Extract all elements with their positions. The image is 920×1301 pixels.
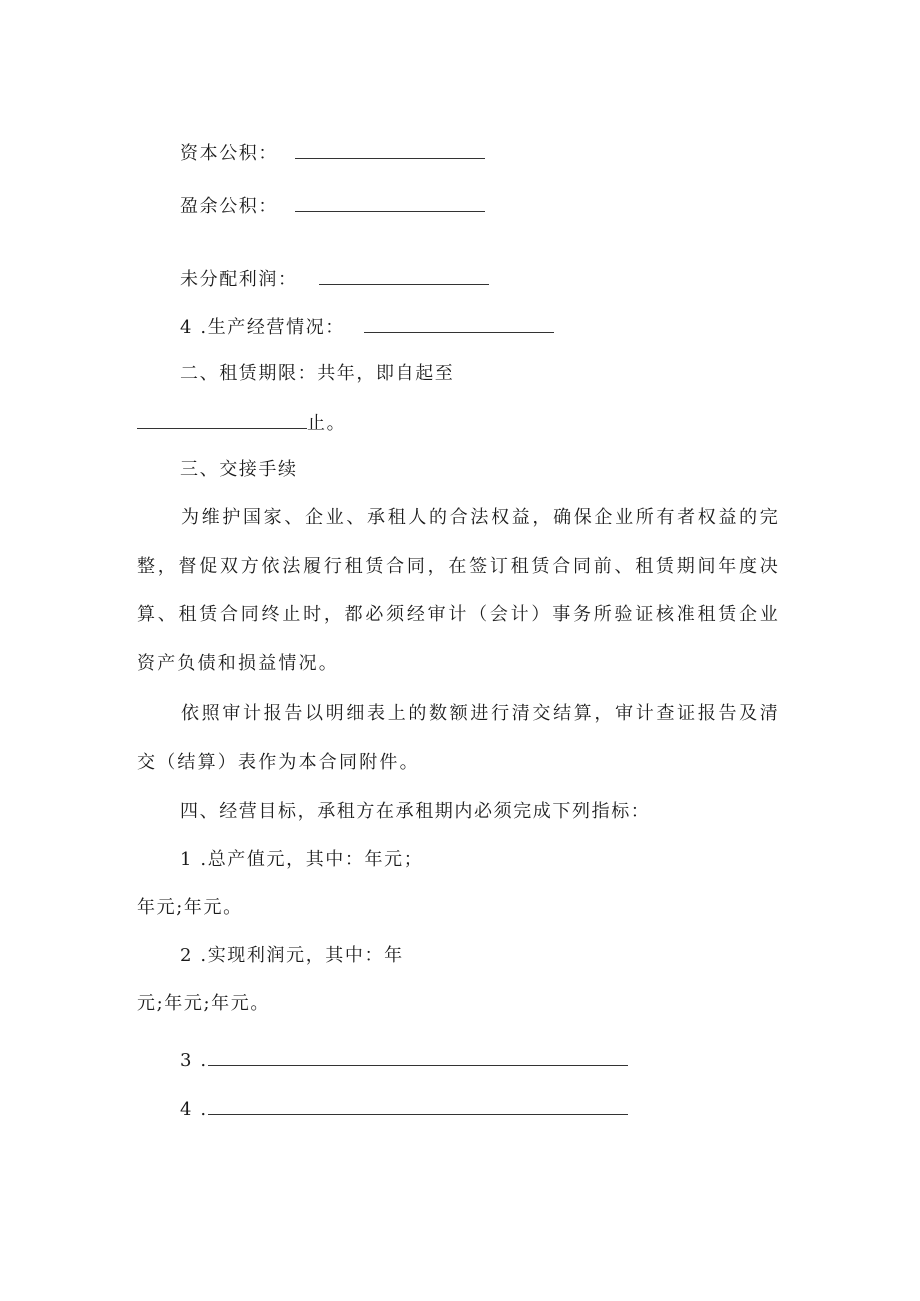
- capital-reserve-label: 资本公积：: [180, 143, 278, 164]
- target-2-line-1: 2 .实现利润元，其中：年: [180, 945, 404, 966]
- section-2-tail: 止。: [307, 413, 347, 434]
- target-3-blank: [208, 1047, 628, 1066]
- target-3-row: [180, 1047, 628, 1073]
- production-row: [180, 314, 554, 340]
- target-4-row: [180, 1096, 628, 1122]
- surplus-reserve-label: 盈余公积：: [180, 196, 278, 217]
- target-4-label: 4 .: [180, 1099, 208, 1120]
- target-4-blank: [208, 1096, 628, 1115]
- surplus-reserve-row: [180, 193, 485, 219]
- section-4-heading: 四、经营目标，承租方在承租期内必须完成下列指标：: [180, 801, 651, 822]
- section-3-heading: 三、交接手续: [180, 459, 298, 480]
- lease-end-blank: [137, 410, 307, 429]
- target-3-label: 3 .: [180, 1050, 208, 1071]
- target-1-line-2: 年元;年元。: [137, 897, 243, 918]
- production-label: 4 .生产经营情况：: [180, 317, 345, 338]
- undistributed-profit-blank: [319, 266, 489, 285]
- target-2-line-2: 元;年元;年元。: [137, 993, 270, 1014]
- capital-reserve-row: [180, 140, 485, 166]
- target-1-line-1: 1 .总产值元，其中：年元；: [180, 849, 424, 870]
- capital-reserve-blank: [295, 140, 485, 159]
- undistributed-profit-label: 未分配利润：: [180, 269, 298, 290]
- surplus-reserve-blank: [295, 193, 485, 212]
- section-2-heading: 二、租赁期限：共年，即自起至: [180, 363, 455, 384]
- undistributed-profit-row: [180, 266, 489, 292]
- section-2-tail-row: [137, 410, 346, 436]
- section-3-paragraph-2: 依照审计报告以明细表上的数额进行清交结算，审计查证报告及清交（结算）表作为本合同附件。: [137, 703, 780, 773]
- section-3-paragraph-1: 为维护国家、企业、承租人的合法权益，确保企业所有者权益的完整，督促双方依法履行租赁合同，在签订租赁合同前、租赁期间年度决算、租赁合同终止时，都必须经审计（会计）事务所验证核准租赁企业资产负债和损益情况。: [137, 507, 780, 674]
- production-blank: [364, 314, 554, 333]
